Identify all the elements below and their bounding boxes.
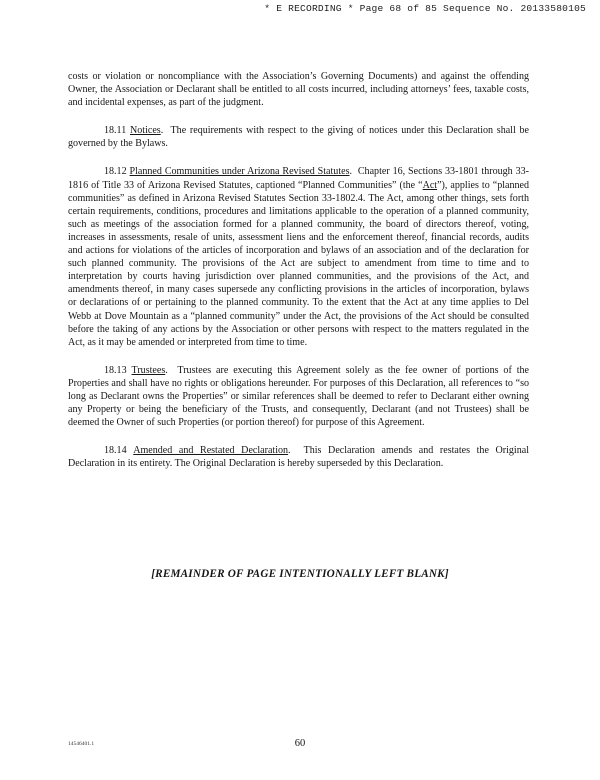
section-text-part-b: ”), applies to “planned communities” as defined in Arizona Revised Statutes Section 33-1802.4. The Act, among other things, sets forth certain requirements, conditions, procedures and limitations applicable to the operation of a planned community, such as meetings of the association formed for a planned community, the board of directors thereof, voting, increases in assessments, resale of units, assessment liens and the enforcement thereof, financial records, audits and actions for violations of the articles of incorporation and bylaws of an association and of the declaration for such planned community. The provisions of the Act are subject to amendment from time to time and to interpretation by courts having jurisdiction over planned communities, and the provisions of the Act, and amendments thereof, in many cases supersede any conflicting provisions in the articles of incorporation, bylaws or declarations of or pertaining to the planned community. To the extent that the Act at any time applies to Del Webb at Dove Mountain as a “planned community” under the Act, the provisions of the Act should be consulted before the taking of any actions by the Association or other persons with respect to the matters regulated in the Act, as it may be amended or interpreted from time to time.	[68, 179, 529, 348]
section-18-12: 18.12 Planned Communities under Arizona Revised Statutes. Chapter 16, Sections 33-1801 through 33-1816 of Title 33 of Arizona Revised Statutes, captioned “Planned Communities” (the “Act”), applies to “planned communities” as defined in Arizona Revised Statutes Section 33-1802.4. The Act, among other things, sets forth certain requirements, conditions, procedures and limitations applicable to the operation of a planned community, such as meetings of the association formed for a planned community, the board of directors thereof, voting, increases in assessments, resale of units, assessment liens and the enforcement thereof, financial records, audits and actions for violations of the articles of incorporation and bylaws of an association and of the declaration for such planned community. The provisions of the Act are subject to amendment from time to time and to interpretation by courts having jurisdiction over planned communities, and the provisions of the Act, and amendments thereof, in many cases supersede any conflicting provisions in the articles of incorporation, bylaws or declarations of or pertaining to the planned community. To the extent that the Act at any time applies to Del Webb at Dove Mountain as a “planned community” under the Act, the provisions of the Act should be consulted before the taking of any actions by the Association or other persons with respect to the matters regulated in the Act, as it may be amended or interpreted from time to time.	[68, 166, 529, 348]
page-number: 60	[294, 738, 306, 749]
section-text-part-a: Chapter 16, Sections 33-1801 through 33-1816 of Title 33 of Arizona Revised Statutes, captioned “Planned Communities” (the “	[68, 166, 529, 191]
section-text: Trustees are executing this Agreement solely as the fee owner of portions of the Properties and shall have no rights or obligations hereunder. For purposes of this Declaration, all references to “so long as Declarant owns the Properties” or similar references shall be deemed to refer to Declarant either owning any Property or being the beneficiary of the Trusts, and consequently, Declarant (and not Trustees) shall be deemed the Owner of such Properties (or portion thereof) for purpose of this Agreement.	[68, 364, 529, 429]
document-body	[68, 70, 529, 485]
defined-term-act: Act	[422, 179, 438, 191]
section-number: 18.12	[104, 166, 127, 178]
document-id: 14546401.1	[68, 741, 95, 747]
paragraph-continuation: costs or violation or noncompliance with the Association’s Governing Documents) and against the offending Owner, the Association or Declarant shall be entitled to all costs incurred, including attorneys’ fees, taxable costs, and incidental expenses, as part of the judgment.	[68, 71, 529, 109]
section-number: 18.13	[104, 364, 127, 376]
recording-stamp: * E RECORDING * Page 68 of 85 Sequence No. 20133580105	[264, 3, 586, 14]
section-heading: Notices	[130, 125, 161, 137]
section-text: The requirements with respect to the giving of notices under this Declaration shall be governed by the Bylaws.	[68, 125, 529, 150]
section-18-14: 18.14 Amended and Restated Declaration. This Declaration amends and restates the Original Declaration in its entirety. The Original Declaration is hereby superseded by this Declaration.	[68, 445, 530, 470]
section-18-13: 18.13 Trustees. Trustees are executing this Agreement solely as the fee owner of portions of the Properties and shall have no rights or obligations hereunder. For purposes of this Declaration, all references to “so long as Declarant owns the Properties” or similar references shall be deemed to refer to Declarant either owning any Property or being the beneficiary of the Trusts, and consequently, Declarant (and not Trustees) shall be deemed the Owner of such Properties (or portion thereof) for purpose of this Agreement.	[68, 364, 529, 429]
section-number: 18.14	[104, 445, 127, 457]
remainder-blank-notice: [REMAINDER OF PAGE INTENTIONALLY LEFT BLANK]	[151, 568, 449, 580]
section-heading: Planned Communities under Arizona Revised Statutes	[129, 166, 350, 178]
section-heading: Trustees	[131, 364, 166, 376]
section-18-11: 18.11 Notices. The requirements with respect to the giving of notices under this Declaration shall be governed by the Bylaws.	[68, 125, 529, 150]
section-text: This Declaration amends and restates the Original Declaration in its entirety. The Original Declaration is hereby superseded by this Declaration.	[68, 445, 530, 470]
section-heading: Amended and Restated Declaration	[133, 445, 289, 457]
section-number: 18.11	[104, 125, 127, 137]
